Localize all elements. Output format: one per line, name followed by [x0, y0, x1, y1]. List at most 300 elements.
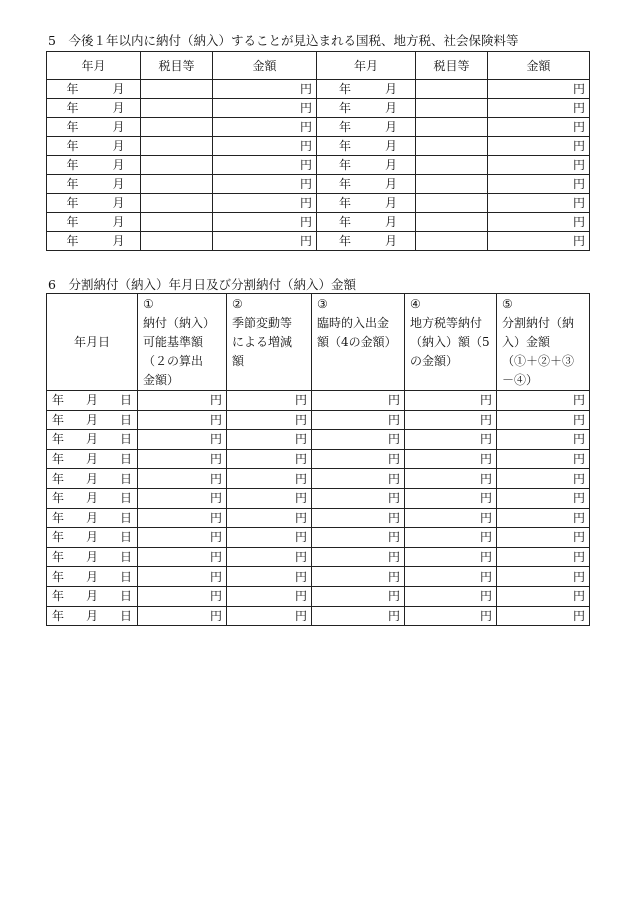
day-label: 日	[120, 608, 133, 623]
yen-unit: 円	[479, 510, 492, 525]
header-date: 年月日	[47, 294, 138, 391]
amount-cell[interactable]	[227, 508, 312, 528]
month-label: 月	[385, 101, 398, 115]
yen-unit: 円	[209, 412, 222, 427]
header-temporary-cashflow: ③ 臨時的入出金 額（4の金額）	[312, 294, 405, 391]
table-row	[47, 449, 590, 469]
year-label: 年	[338, 177, 351, 191]
month-label: 月	[385, 158, 398, 172]
yen-unit: 円	[479, 550, 492, 565]
header-installment-amount: ⑤ 分割納付（納 入）金額 （①＋②＋③ －④）	[497, 294, 590, 391]
date-cell[interactable]	[47, 410, 138, 430]
yen-unit: 円	[387, 412, 400, 427]
table-row	[47, 606, 590, 626]
yen-unit: 円	[387, 550, 400, 565]
yen-unit: 円	[299, 82, 312, 96]
amount-cell[interactable]	[227, 606, 312, 626]
yen-unit: 円	[387, 569, 400, 584]
month-label: 月	[85, 471, 98, 486]
amount-cell[interactable]	[488, 118, 590, 137]
yen-unit: 円	[294, 471, 307, 486]
amount-cell[interactable]	[138, 567, 227, 587]
date-cell[interactable]	[47, 547, 138, 567]
yen-unit: 円	[479, 589, 492, 604]
table-row	[47, 118, 590, 137]
year-label: 年	[338, 82, 351, 96]
table-row	[47, 194, 590, 213]
month-label: 月	[385, 215, 398, 229]
amount-cell[interactable]	[497, 469, 590, 489]
day-label: 日	[120, 393, 133, 408]
date-cell[interactable]	[47, 469, 138, 489]
amount-cell[interactable]	[138, 528, 227, 548]
amount-cell[interactable]	[497, 547, 590, 567]
amount-cell[interactable]	[138, 449, 227, 469]
header-year-month: 年月	[47, 52, 141, 80]
header-tax-item: 税目等	[416, 52, 488, 80]
table-row	[47, 391, 590, 411]
month-label: 月	[112, 158, 125, 172]
tax-item-cell[interactable]	[416, 137, 488, 156]
amount-cell[interactable]	[312, 547, 405, 567]
yen-unit: 円	[387, 530, 400, 545]
yen-unit: 円	[299, 215, 312, 229]
yen-unit: 円	[209, 589, 222, 604]
year-label: 年	[51, 432, 64, 447]
amount-cell[interactable]	[227, 391, 312, 411]
year-month-cell[interactable]	[317, 80, 416, 99]
yen-unit: 円	[209, 491, 222, 506]
yen-unit: 円	[209, 608, 222, 623]
yen-unit: 円	[294, 589, 307, 604]
section-5-title: 5 今後１年以内に納付（納入）することが見込まれる国税、地方税、社会保険料等	[48, 33, 519, 48]
yen-unit: 円	[572, 120, 585, 134]
amount-cell[interactable]	[312, 488, 405, 508]
yen-unit: 円	[299, 120, 312, 134]
year-label: 年	[51, 412, 64, 427]
day-label: 日	[120, 432, 133, 447]
day-label: 日	[120, 412, 133, 427]
yen-unit: 円	[479, 471, 492, 486]
tax-item-cell[interactable]	[416, 99, 488, 118]
yen-unit: 円	[479, 393, 492, 408]
table-row	[47, 508, 590, 528]
amount-cell[interactable]	[213, 232, 317, 251]
header-base-amount: ① 納付（納入） 可能基準額 （２の算出 金額）	[138, 294, 227, 391]
amount-cell[interactable]	[227, 547, 312, 567]
amount-cell[interactable]	[138, 606, 227, 626]
month-label: 月	[85, 412, 98, 427]
table-row	[47, 469, 590, 489]
amount-cell[interactable]	[312, 586, 405, 606]
date-cell[interactable]	[47, 449, 138, 469]
yen-unit: 円	[572, 82, 585, 96]
year-label: 年	[51, 393, 64, 408]
amount-cell[interactable]	[488, 99, 590, 118]
month-label: 月	[385, 234, 398, 248]
year-label: 年	[51, 569, 64, 584]
yen-unit: 円	[387, 589, 400, 604]
amount-cell[interactable]	[312, 508, 405, 528]
year-label: 年	[66, 139, 79, 153]
tax-item-cell[interactable]	[141, 137, 213, 156]
amount-cell[interactable]	[497, 410, 590, 430]
year-month-cell[interactable]	[47, 137, 141, 156]
date-cell[interactable]	[47, 430, 138, 450]
year-label: 年	[66, 215, 79, 229]
month-label: 月	[85, 589, 98, 604]
year-label: 年	[66, 177, 79, 191]
yen-unit: 円	[572, 491, 585, 506]
day-label: 日	[120, 530, 133, 545]
yen-unit: 円	[572, 234, 585, 248]
amount-cell[interactable]	[227, 410, 312, 430]
amount-cell[interactable]	[138, 410, 227, 430]
header-row	[47, 294, 590, 391]
yen-unit: 円	[479, 569, 492, 584]
year-label: 年	[51, 491, 64, 506]
amount-cell[interactable]	[405, 508, 497, 528]
table-row	[47, 137, 590, 156]
month-label: 月	[85, 393, 98, 408]
year-month-cell[interactable]	[317, 194, 416, 213]
yen-unit: 円	[572, 215, 585, 229]
year-month-cell[interactable]	[47, 232, 141, 251]
yen-unit: 円	[294, 510, 307, 525]
month-label: 月	[112, 177, 125, 191]
month-label: 月	[385, 139, 398, 153]
tax-item-cell[interactable]	[416, 213, 488, 232]
amount-cell[interactable]	[488, 194, 590, 213]
amount-cell[interactable]	[138, 508, 227, 528]
day-label: 日	[120, 550, 133, 565]
yen-unit: 円	[209, 432, 222, 447]
yen-unit: 円	[387, 471, 400, 486]
yen-unit: 円	[299, 101, 312, 115]
yen-unit: 円	[572, 432, 585, 447]
amount-cell[interactable]	[497, 586, 590, 606]
header-amount: 金額	[488, 52, 590, 80]
amount-cell[interactable]	[488, 213, 590, 232]
amount-cell[interactable]	[497, 391, 590, 411]
year-label: 年	[338, 196, 351, 210]
yen-unit: 円	[209, 510, 222, 525]
amount-cell[interactable]	[405, 488, 497, 508]
amount-cell[interactable]	[312, 391, 405, 411]
tax-item-cell[interactable]	[141, 118, 213, 137]
yen-unit: 円	[209, 452, 222, 467]
month-label: 月	[85, 569, 98, 584]
amount-cell[interactable]	[488, 80, 590, 99]
year-label: 年	[66, 82, 79, 96]
month-label: 月	[85, 608, 98, 623]
tax-item-cell[interactable]	[141, 232, 213, 251]
amount-cell[interactable]	[488, 175, 590, 194]
yen-unit: 円	[294, 452, 307, 467]
day-label: 日	[120, 589, 133, 604]
month-label: 月	[385, 120, 398, 134]
tax-item-cell[interactable]	[416, 80, 488, 99]
year-month-cell[interactable]	[47, 194, 141, 213]
amount-cell[interactable]	[497, 430, 590, 450]
yen-unit: 円	[294, 412, 307, 427]
header-amount: 金額	[213, 52, 317, 80]
month-label: 月	[112, 234, 125, 248]
tax-item-cell[interactable]	[141, 175, 213, 194]
amount-cell[interactable]	[227, 430, 312, 450]
month-label: 月	[85, 452, 98, 467]
year-label: 年	[338, 234, 351, 248]
year-label: 年	[66, 234, 79, 248]
amount-cell[interactable]	[213, 194, 317, 213]
table-row	[47, 213, 590, 232]
month-label: 月	[85, 510, 98, 525]
tax-item-cell[interactable]	[141, 194, 213, 213]
amount-cell[interactable]	[405, 567, 497, 587]
day-label: 日	[120, 452, 133, 467]
yen-unit: 円	[387, 393, 400, 408]
yen-unit: 円	[299, 196, 312, 210]
table-row	[47, 232, 590, 251]
yen-unit: 円	[572, 452, 585, 467]
amount-cell[interactable]	[405, 391, 497, 411]
yen-unit: 円	[387, 491, 400, 506]
amount-cell[interactable]	[405, 449, 497, 469]
amount-cell[interactable]	[405, 586, 497, 606]
yen-unit: 円	[294, 393, 307, 408]
month-label: 月	[85, 432, 98, 447]
amount-cell[interactable]	[213, 175, 317, 194]
month-label: 月	[112, 101, 125, 115]
day-label: 日	[120, 569, 133, 584]
table-row	[47, 586, 590, 606]
yen-unit: 円	[387, 452, 400, 467]
date-cell[interactable]	[47, 606, 138, 626]
yen-unit: 円	[479, 432, 492, 447]
amount-cell[interactable]	[312, 410, 405, 430]
amount-cell[interactable]	[405, 469, 497, 489]
month-label: 月	[85, 530, 98, 545]
yen-unit: 円	[572, 101, 585, 115]
amount-cell[interactable]	[497, 567, 590, 587]
amount-cell[interactable]	[138, 391, 227, 411]
year-month-cell[interactable]	[317, 213, 416, 232]
amount-cell[interactable]	[227, 469, 312, 489]
yen-unit: 円	[294, 569, 307, 584]
amount-cell[interactable]	[497, 528, 590, 548]
amount-cell[interactable]	[312, 528, 405, 548]
header-local-tax-payment: ④ 地方税等納付 （納入）額（5 の金額）	[405, 294, 497, 391]
amount-cell[interactable]	[213, 213, 317, 232]
table-row	[47, 488, 590, 508]
table-row	[47, 175, 590, 194]
amount-cell[interactable]	[312, 567, 405, 587]
day-label: 日	[120, 471, 133, 486]
amount-cell[interactable]	[138, 430, 227, 450]
installment-payment-table	[46, 293, 590, 626]
year-month-cell[interactable]	[317, 156, 416, 175]
day-label: 日	[120, 491, 133, 506]
amount-cell[interactable]	[405, 547, 497, 567]
amount-cell[interactable]	[227, 449, 312, 469]
yen-unit: 円	[209, 550, 222, 565]
tax-item-cell[interactable]	[416, 194, 488, 213]
month-label: 月	[112, 139, 125, 153]
amount-cell[interactable]	[213, 156, 317, 175]
amount-cell[interactable]	[488, 156, 590, 175]
year-month-cell[interactable]	[317, 99, 416, 118]
yen-unit: 円	[294, 550, 307, 565]
amount-cell[interactable]	[405, 528, 497, 548]
amount-cell[interactable]	[138, 586, 227, 606]
projected-tax-payments-table	[46, 51, 590, 251]
yen-unit: 円	[572, 569, 585, 584]
yen-unit: 円	[299, 234, 312, 248]
yen-unit: 円	[299, 158, 312, 172]
month-label: 月	[112, 196, 125, 210]
year-label: 年	[51, 530, 64, 545]
year-label: 年	[338, 120, 351, 134]
month-label: 月	[112, 120, 125, 134]
year-label: 年	[338, 139, 351, 153]
table-row	[47, 99, 590, 118]
day-label: 日	[120, 510, 133, 525]
yen-unit: 円	[572, 608, 585, 623]
month-label: 月	[385, 177, 398, 191]
yen-unit: 円	[294, 432, 307, 447]
tax-item-cell[interactable]	[416, 118, 488, 137]
amount-cell[interactable]	[497, 508, 590, 528]
table-row	[47, 156, 590, 175]
yen-unit: 円	[479, 452, 492, 467]
year-label: 年	[66, 101, 79, 115]
year-label: 年	[338, 101, 351, 115]
year-month-cell[interactable]	[47, 80, 141, 99]
year-month-cell[interactable]	[47, 99, 141, 118]
yen-unit: 円	[479, 412, 492, 427]
yen-unit: 円	[299, 139, 312, 153]
table-row	[47, 410, 590, 430]
tax-item-cell[interactable]	[141, 156, 213, 175]
tax-item-cell[interactable]	[416, 232, 488, 251]
month-label: 月	[85, 491, 98, 506]
year-label: 年	[51, 452, 64, 467]
yen-unit: 円	[294, 608, 307, 623]
amount-cell[interactable]	[213, 80, 317, 99]
amount-cell[interactable]	[227, 567, 312, 587]
amount-cell[interactable]	[497, 449, 590, 469]
yen-unit: 円	[479, 608, 492, 623]
yen-unit: 円	[572, 550, 585, 565]
amount-cell[interactable]	[213, 118, 317, 137]
yen-unit: 円	[387, 608, 400, 623]
year-label: 年	[66, 158, 79, 172]
year-month-cell[interactable]	[47, 118, 141, 137]
amount-cell[interactable]	[488, 232, 590, 251]
year-month-cell[interactable]	[317, 175, 416, 194]
amount-cell[interactable]	[312, 430, 405, 450]
year-month-cell[interactable]	[47, 156, 141, 175]
header-seasonal-adjustment: ② 季節変動等 による増減 額	[227, 294, 312, 391]
amount-cell[interactable]	[138, 469, 227, 489]
year-label: 年	[66, 196, 79, 210]
year-label: 年	[51, 510, 64, 525]
yen-unit: 円	[572, 196, 585, 210]
year-month-cell[interactable]	[47, 175, 141, 194]
amount-cell[interactable]	[312, 449, 405, 469]
amount-cell[interactable]	[405, 410, 497, 430]
header-row	[47, 52, 590, 80]
amount-cell[interactable]	[497, 488, 590, 508]
date-cell[interactable]	[47, 567, 138, 587]
yen-unit: 円	[294, 530, 307, 545]
amount-cell[interactable]	[227, 488, 312, 508]
amount-cell[interactable]	[138, 488, 227, 508]
amount-cell[interactable]	[405, 430, 497, 450]
amount-cell[interactable]	[312, 606, 405, 626]
year-label: 年	[51, 608, 64, 623]
yen-unit: 円	[209, 471, 222, 486]
yen-unit: 円	[572, 177, 585, 191]
year-month-cell[interactable]	[317, 118, 416, 137]
tax-item-cell[interactable]	[416, 156, 488, 175]
date-cell[interactable]	[47, 508, 138, 528]
section-6-title: 6 分割納付（納入）年月日及び分割納付（納入）金額	[48, 277, 356, 292]
date-cell[interactable]	[47, 528, 138, 548]
amount-cell[interactable]	[213, 137, 317, 156]
tax-item-cell[interactable]	[416, 175, 488, 194]
year-month-cell[interactable]	[317, 137, 416, 156]
yen-unit: 円	[572, 139, 585, 153]
yen-unit: 円	[572, 530, 585, 545]
year-label: 年	[338, 215, 351, 229]
yen-unit: 円	[572, 158, 585, 172]
amount-cell[interactable]	[312, 469, 405, 489]
header-tax-item: 税目等	[141, 52, 213, 80]
year-month-cell[interactable]	[47, 213, 141, 232]
year-label: 年	[66, 120, 79, 134]
tax-item-cell[interactable]	[141, 99, 213, 118]
amount-cell[interactable]	[405, 606, 497, 626]
month-label: 月	[385, 82, 398, 96]
year-label: 年	[51, 471, 64, 486]
yen-unit: 円	[387, 510, 400, 525]
amount-cell[interactable]	[227, 586, 312, 606]
tax-item-cell[interactable]	[141, 80, 213, 99]
date-cell[interactable]	[47, 586, 138, 606]
tax-item-cell[interactable]	[141, 213, 213, 232]
amount-cell[interactable]	[138, 547, 227, 567]
date-cell[interactable]	[47, 391, 138, 411]
yen-unit: 円	[572, 471, 585, 486]
yen-unit: 円	[572, 412, 585, 427]
table-row	[47, 567, 590, 587]
yen-unit: 円	[294, 491, 307, 506]
year-label: 年	[51, 550, 64, 565]
header-year-month: 年月	[317, 52, 416, 80]
amount-cell[interactable]	[227, 528, 312, 548]
month-label: 月	[85, 550, 98, 565]
table-row	[47, 547, 590, 567]
year-month-cell[interactable]	[317, 232, 416, 251]
year-label: 年	[338, 158, 351, 172]
amount-cell[interactable]	[213, 99, 317, 118]
amount-cell[interactable]	[497, 606, 590, 626]
yen-unit: 円	[209, 393, 222, 408]
amount-cell[interactable]	[488, 137, 590, 156]
date-cell[interactable]	[47, 488, 138, 508]
table-row	[47, 528, 590, 548]
